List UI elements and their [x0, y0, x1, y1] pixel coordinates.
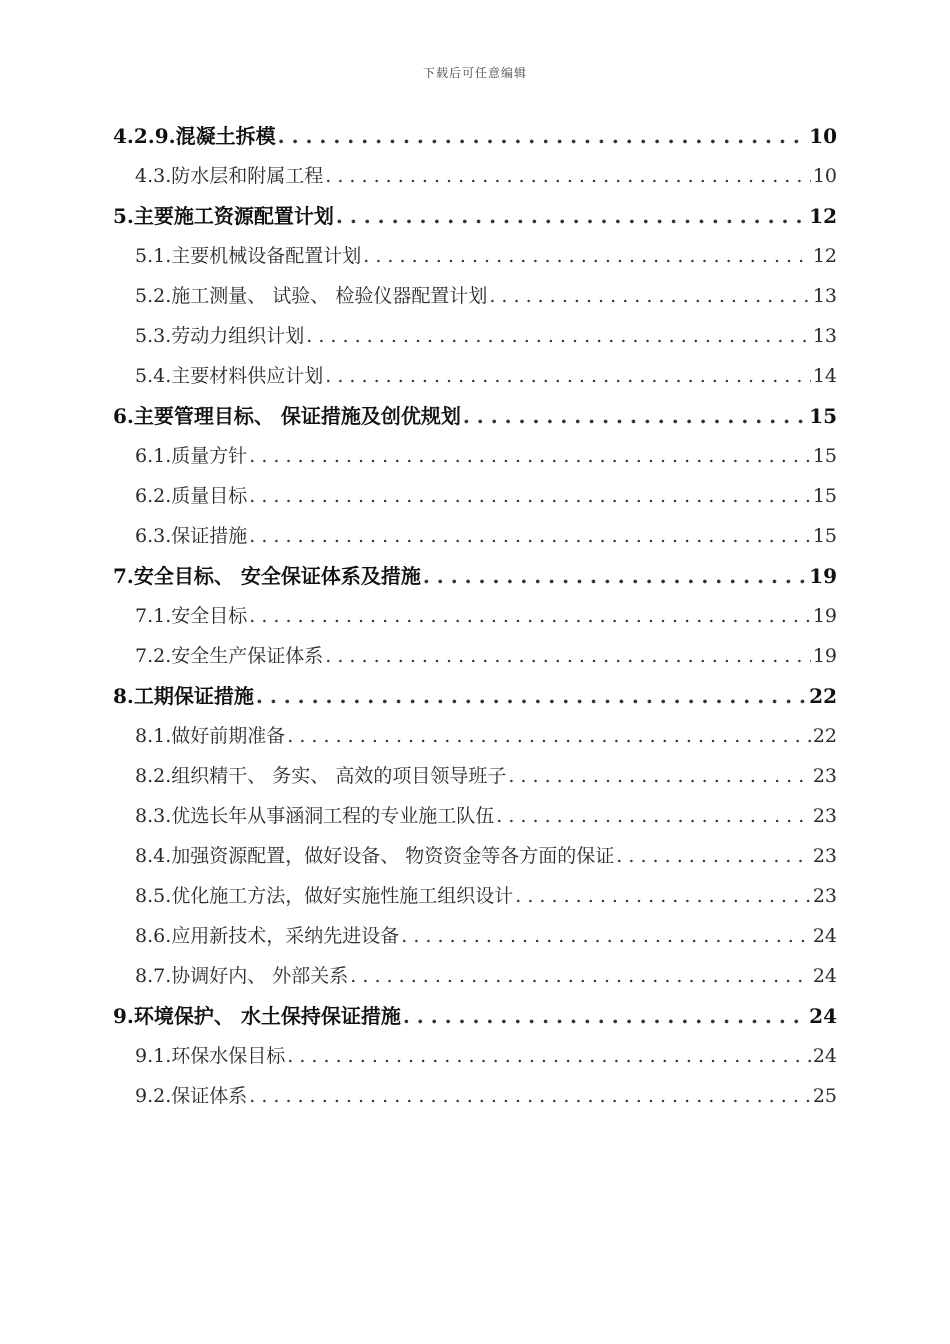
toc-entry-title: 6.1.质量方针 [135, 445, 248, 467]
toc-section-entry[interactable] [113, 396, 837, 436]
toc-subsection-entry[interactable] [113, 236, 837, 276]
toc-dot-leader [508, 756, 810, 796]
toc-entry-title: 5.4.主要材料供应计划 [135, 365, 324, 387]
toc-dot-leader [403, 996, 807, 1036]
toc-entry-page-number: 22 [812, 725, 837, 747]
toc-entry-page-number: 12 [809, 204, 837, 228]
toc-entry-page-number: 10 [812, 165, 837, 187]
toc-dot-leader [249, 436, 811, 476]
toc-dot-leader [463, 396, 807, 436]
toc-entry-title: 5.主要施工资源配置计划 [113, 204, 334, 228]
toc-entry-page-number: 19 [812, 645, 837, 667]
toc-entry-title: 5.3.劳动力组织计划 [135, 325, 305, 347]
toc-section-entry[interactable] [113, 676, 837, 716]
toc-entry-page-number: 23 [812, 845, 837, 867]
toc-entry-title: 6.主要管理目标、 保证措施及创优规划 [113, 404, 461, 428]
toc-dot-leader [325, 156, 811, 196]
toc-entry-page-number: 19 [812, 605, 837, 627]
toc-subsection-entry[interactable] [113, 836, 837, 876]
toc-entry-title: 8.1.做好前期准备 [135, 725, 286, 747]
toc-dot-leader [249, 1076, 811, 1116]
toc-entry-page-number: 25 [812, 1085, 837, 1107]
toc-dot-leader [249, 596, 811, 636]
toc-entry-page-number: 13 [812, 325, 837, 347]
toc-entry-title: 8.7.协调好内、 外部关系 [135, 965, 349, 987]
toc-subsection-entry[interactable] [113, 156, 837, 196]
toc-entry-title: 5.1.主要机械设备配置计划 [135, 245, 362, 267]
toc-subsection-entry[interactable] [113, 796, 837, 836]
toc-dot-leader [287, 1036, 811, 1076]
toc-subsection-entry[interactable] [113, 636, 837, 676]
toc-subsection-entry[interactable] [113, 356, 837, 396]
toc-subsection-entry[interactable] [113, 1036, 837, 1076]
toc-dot-leader [363, 236, 811, 276]
toc-entry-title: 9.2.保证体系 [135, 1085, 248, 1107]
toc-section-entry[interactable] [113, 196, 837, 236]
toc-dot-leader [489, 276, 810, 316]
toc-section-entry[interactable] [113, 116, 837, 156]
toc-dot-leader [616, 836, 811, 876]
toc-entry-title: 8.2.组织精干、 务实、 高效的项目领导班子 [135, 765, 507, 787]
toc-entry-page-number: 22 [809, 684, 837, 708]
toc-dot-leader [401, 916, 811, 956]
toc-dot-leader [325, 356, 811, 396]
toc-entry-title: 8.6.应用新技术，采纳先进设备 [135, 925, 400, 947]
toc-entry-title: 6.2.质量目标 [135, 485, 248, 507]
toc-entry-page-number: 12 [812, 245, 837, 267]
toc-dot-leader [350, 956, 811, 996]
page-header: 下载后可任意编辑 [422, 66, 527, 80]
toc-entry-title: 9.环境保护、 水土保持保证措施 [113, 1004, 401, 1028]
toc-entry-title: 7.2.安全生产保证体系 [135, 645, 324, 667]
toc-entry-page-number: 24 [809, 1004, 837, 1028]
table-of-contents [113, 116, 837, 1116]
toc-entry-title: 4.3.防水层和附属工程 [135, 165, 324, 187]
toc-entry-page-number: 15 [809, 404, 837, 428]
toc-entry-title: 7.安全目标、 安全保证体系及措施 [113, 564, 421, 588]
toc-entry-page-number: 15 [812, 485, 837, 507]
toc-entry-title: 8.3.优选长年从事涵洞工程的专业施工队伍 [135, 805, 495, 827]
toc-subsection-entry[interactable] [113, 276, 837, 316]
toc-entry-title: 8.工期保证措施 [113, 684, 254, 708]
toc-subsection-entry[interactable] [113, 516, 837, 556]
toc-entry-title: 7.1.安全目标 [135, 605, 248, 627]
toc-subsection-entry[interactable] [113, 316, 837, 356]
toc-section-entry[interactable] [113, 996, 837, 1036]
toc-entry-title: 8.5.优化施工方法，做好实施性施工组织设计 [135, 885, 514, 907]
toc-entry-title: 6.3.保证措施 [135, 525, 248, 547]
toc-entry-title: 5.2.施工测量、 试验、 检验仪器配置计划 [135, 285, 488, 307]
toc-entry-title: 8.4.加强资源配置，做好设备、 物资资金等各方面的保证 [135, 845, 615, 867]
toc-entry-page-number: 14 [812, 365, 837, 387]
toc-subsection-entry[interactable] [113, 916, 837, 956]
toc-entry-page-number: 10 [809, 124, 837, 148]
toc-subsection-entry[interactable] [113, 436, 837, 476]
toc-subsection-entry[interactable] [113, 596, 837, 636]
toc-entry-page-number: 19 [809, 564, 837, 588]
toc-dot-leader [306, 316, 811, 356]
toc-entry-page-number: 24 [812, 925, 837, 947]
toc-entry-page-number: 23 [812, 805, 837, 827]
toc-subsection-entry[interactable] [113, 1076, 837, 1116]
toc-entry-page-number: 24 [812, 965, 837, 987]
toc-dot-leader [278, 116, 808, 156]
toc-entry-page-number: 23 [812, 885, 837, 907]
toc-section-entry[interactable] [113, 556, 837, 596]
toc-entry-page-number: 13 [812, 285, 837, 307]
toc-entry-page-number: 24 [812, 1045, 837, 1067]
toc-dot-leader [249, 476, 811, 516]
toc-subsection-entry[interactable] [113, 476, 837, 516]
toc-entry-title: 4.2.9.混凝土拆模 [113, 124, 276, 148]
toc-dot-leader [287, 716, 811, 756]
toc-dot-leader [256, 676, 807, 716]
toc-dot-leader [515, 876, 811, 916]
toc-dot-leader [496, 796, 811, 836]
toc-subsection-entry[interactable] [113, 756, 837, 796]
toc-entry-page-number: 15 [812, 525, 837, 547]
toc-entry-page-number: 23 [812, 765, 837, 787]
toc-subsection-entry[interactable] [113, 876, 837, 916]
toc-entry-page-number: 15 [812, 445, 837, 467]
toc-subsection-entry[interactable] [113, 956, 837, 996]
toc-dot-leader [336, 196, 807, 236]
toc-dot-leader [249, 516, 811, 556]
toc-subsection-entry[interactable] [113, 716, 837, 756]
toc-entry-title: 9.1.环保水保目标 [135, 1045, 286, 1067]
toc-dot-leader [325, 636, 811, 676]
toc-dot-leader [423, 556, 807, 596]
